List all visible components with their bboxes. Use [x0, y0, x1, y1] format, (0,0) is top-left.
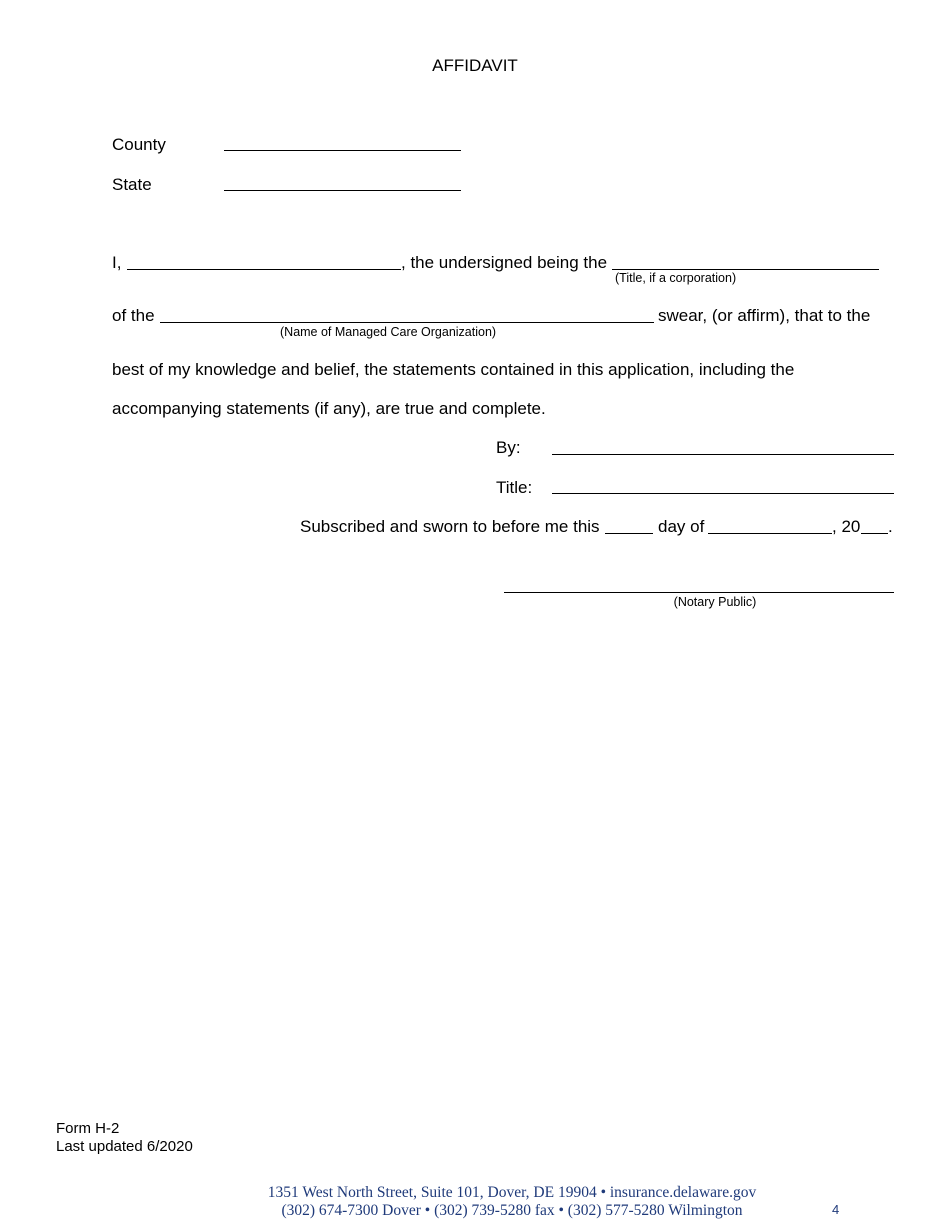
county-label: County	[112, 135, 166, 154]
subscribed-text-1: Subscribed and sworn to before me this	[300, 517, 600, 536]
month-line[interactable]	[708, 533, 832, 534]
para-line2-suffix: swear, (or affirm), that to the	[658, 306, 871, 325]
state-label: State	[112, 175, 152, 194]
footer-address: 1351 West North Street, Suite 101, Dover, DE 19904 • insurance.delaware.gov	[267, 1184, 757, 1201]
para-line4: accompanying statements (if any), are true and complete.	[112, 399, 546, 418]
subscribed-text-2: day of	[658, 517, 705, 536]
footer-phones: (302) 674-7300 Dover • (302) 739-5280 fax • (302) 577-5280 Wilmington	[281, 1202, 743, 1219]
para-line2-prefix: of the	[112, 306, 155, 325]
signature-title-line[interactable]	[552, 493, 894, 494]
page-number: 4	[832, 1202, 840, 1217]
by-label: By:	[496, 438, 521, 457]
county-field-line[interactable]	[224, 150, 461, 151]
last-updated: Last updated 6/2020	[56, 1138, 193, 1155]
signer-title-line[interactable]	[612, 269, 879, 270]
day-line[interactable]	[605, 533, 653, 534]
title-caption: (Title, if a corporation)	[615, 271, 737, 285]
notary-caption: (Notary Public)	[673, 595, 757, 609]
para-line1-prefix: I,	[112, 253, 122, 272]
document-title: AFFIDAVIT	[432, 56, 518, 75]
organization-name-line[interactable]	[160, 322, 654, 323]
notary-signature-line[interactable]	[504, 592, 894, 593]
signer-name-line[interactable]	[127, 269, 401, 270]
signature-title-label: Title:	[496, 478, 533, 497]
state-field-line[interactable]	[224, 190, 461, 191]
organization-caption: (Name of Managed Care Organization)	[280, 325, 497, 339]
para-line1-middle: , the undersigned being the	[401, 253, 608, 272]
subscribed-text-3: , 20	[832, 517, 861, 536]
form-id: Form H-2	[56, 1120, 120, 1137]
subscribed-text-4: .	[888, 517, 893, 536]
year-line[interactable]	[861, 533, 888, 534]
by-signature-line[interactable]	[552, 454, 894, 455]
para-line3: best of my knowledge and belief, the statements contained in this application, including the	[112, 360, 795, 379]
